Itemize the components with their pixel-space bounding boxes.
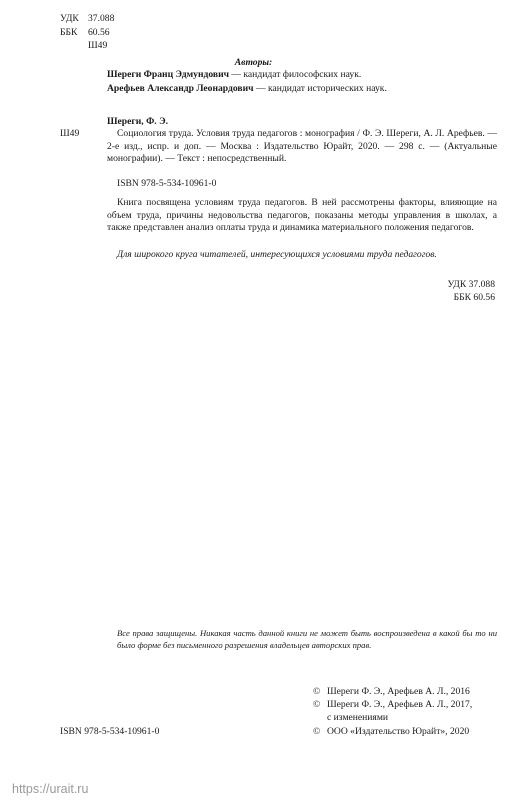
top-classification-codes xyxy=(60,12,114,53)
copyright-text: ООО «Издательство Юрайт», 2020 xyxy=(327,726,470,737)
author-line xyxy=(107,69,361,81)
copyright-line xyxy=(313,686,470,698)
copyright-text: Шереги Ф. Э., Арефьев А. Л., 2017, xyxy=(327,699,473,710)
bbk-value: 60.56 xyxy=(88,26,110,38)
author-line xyxy=(107,83,387,95)
bbk-label: ББК xyxy=(60,26,78,38)
bottom-bbk: ББК 60.56 xyxy=(453,292,495,303)
copyright-symbol: © xyxy=(313,686,321,697)
udk-value: 37.088 xyxy=(88,13,115,24)
watermark-url[interactable]: https://urait.ru xyxy=(12,782,89,796)
catalog-heading: Шереги, Ф. Э. xyxy=(107,116,169,127)
annotation-audience: Для широкого круга читателей, интересующихся условиями труда педагогов. xyxy=(117,249,437,260)
catalog-mark: Ш49 xyxy=(60,128,80,139)
copyright-line xyxy=(313,712,388,724)
bottom-udk: УДК 37.088 xyxy=(447,279,495,290)
copyright-text: с изменениями xyxy=(327,712,389,723)
author-role: — кандидат философских наук. xyxy=(229,69,362,80)
rights-notice: Все права защищены. Никакая часть данной книги не может быть воспроизведена в какой бы то ни было форме без письменного разрешения владельцев авторских прав. xyxy=(117,628,497,650)
author-mark: Ш49 xyxy=(88,40,108,51)
copyright-line xyxy=(313,699,472,711)
author-role: — кандидат исторических наук. xyxy=(253,83,387,94)
author-name: Арефьев Александр Леонардович xyxy=(107,83,254,94)
copyright-text: Шереги Ф. Э., Арефьев А. Л., 2016 xyxy=(327,686,470,697)
copyright-line xyxy=(313,726,469,738)
footer-isbn: ISBN 978-5-534-10961-0 xyxy=(60,726,160,737)
copyright-symbol: © xyxy=(313,699,321,710)
copyright-symbol: © xyxy=(313,726,321,737)
annotation-text: Книга посвящена условиям труда педагогов. В ней рассмотрены факторы, влияющие на объем труда, причины недовольства педагогов, показаны методы управления в школах, а также представлен анализ оплаты труда и динамика материального положения педагогов. xyxy=(107,197,497,234)
udk-label: УДК xyxy=(60,13,79,24)
catalog-description: Социология труда. Условия труда педагогов : монография / Ф. Э. Шереги, А. Л. Арефьев. — 2-е изд., испр. и доп. — Москва : Издательство Юрайт, 2020. — 298 с. — (Актуальные монографии). — Текст : непосредственный. xyxy=(107,128,497,165)
authors-title: Авторы: xyxy=(234,57,273,68)
author-name: Шереги Франц Эдмундович xyxy=(107,69,230,80)
catalog-isbn: ISBN 978-5-534-10961-0 xyxy=(117,178,217,189)
